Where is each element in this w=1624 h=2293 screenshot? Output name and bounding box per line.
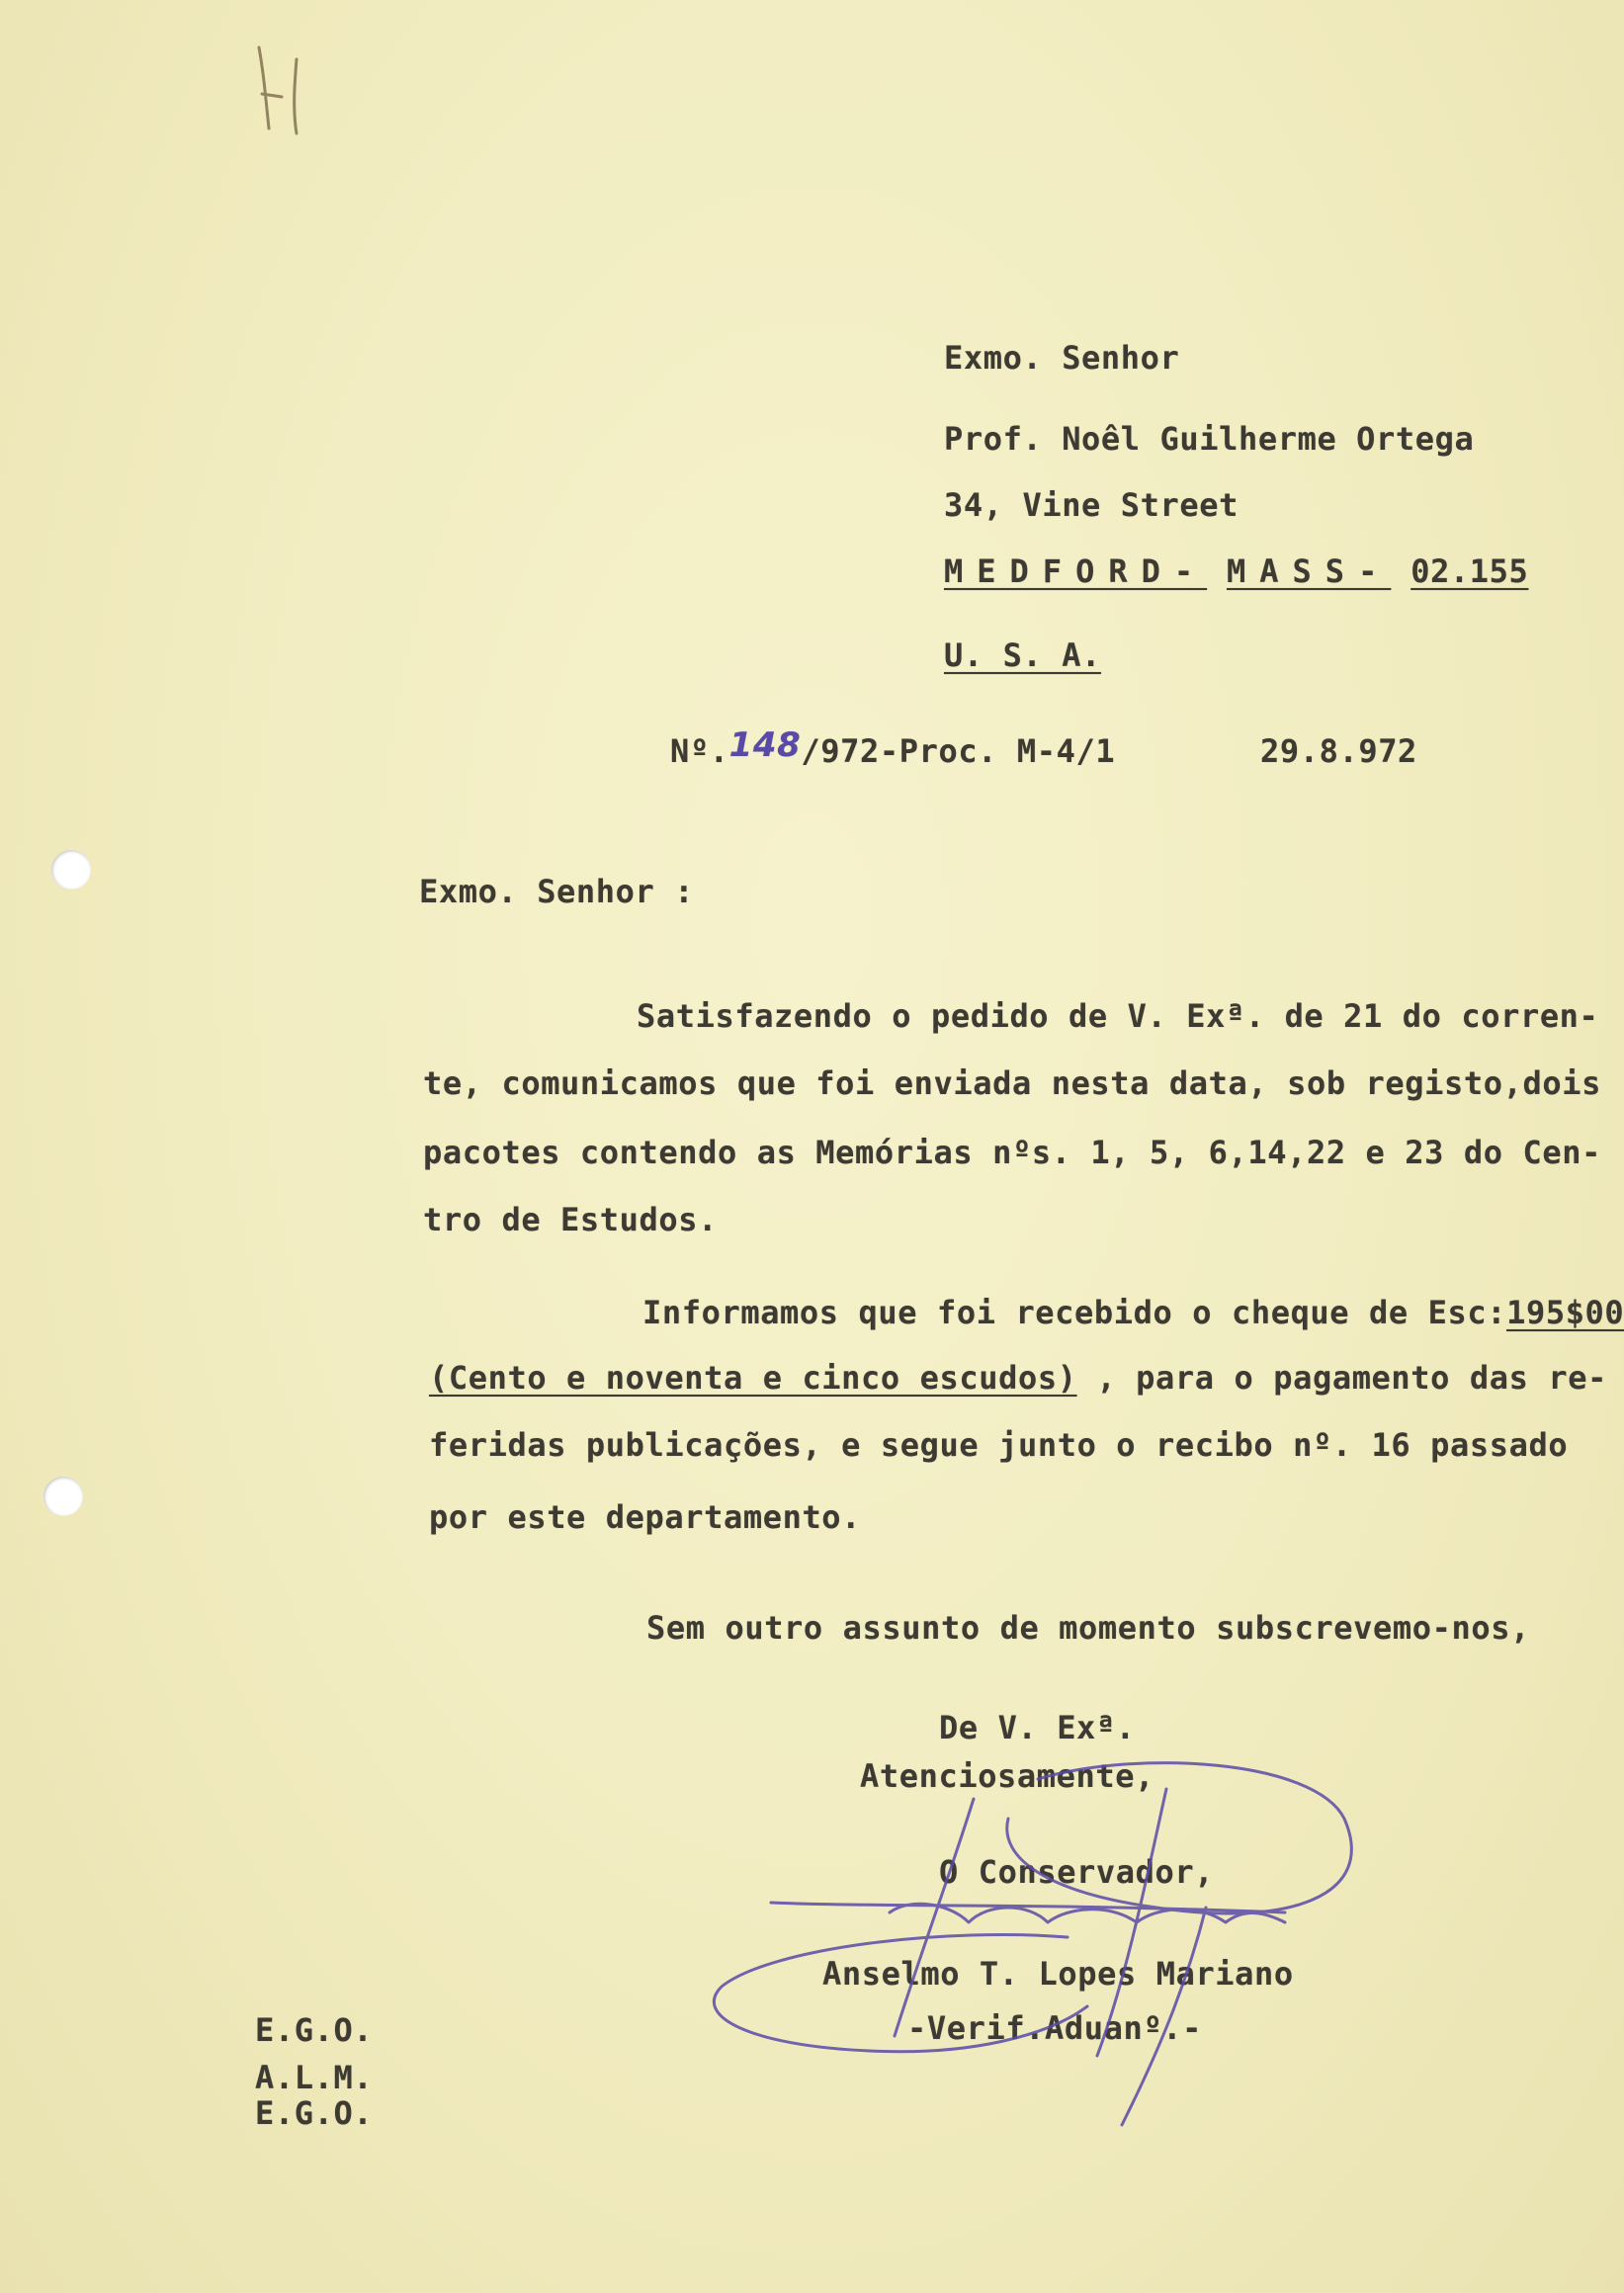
addressee-name: Prof. Noêl Guilherme Ortega — [944, 420, 1475, 458]
paragraph1-line3: pacotes contendo as Memórias nºs. 1, 5, 6,14,22 e 23 do Cen- — [423, 1134, 1601, 1171]
addressee-street: 34, Vine Street — [944, 486, 1239, 524]
initials-line3: E.G.O. — [255, 2094, 374, 2132]
greeting: Exmo. Senhor : — [419, 873, 695, 910]
paragraph2-line1-text: Informamos que foi recebido o cheque de Esc: — [642, 1294, 1507, 1331]
cheque-amount-words: (Cento e noventa e cinco escudos) — [429, 1359, 1077, 1397]
paragraph2-line4: por este departamento. — [429, 1498, 862, 1536]
cheque-amount: 195$00 — [1506, 1294, 1624, 1331]
paragraph2-line2 — [429, 1358, 1607, 1398]
initials-line1: E.G.O. — [255, 2011, 374, 2049]
addressee-city-line — [944, 552, 1528, 591]
addressee-state: MASS- — [1227, 552, 1392, 590]
signoff-line2: Atenciosamente, — [860, 1757, 1154, 1795]
signoff-title: -Verif.Aduanº.- — [907, 2009, 1202, 2047]
reference-date: 29.8.972 — [1260, 732, 1417, 770]
paragraph2-line3: feridas publicações, e segue junto o recibo nº. 16 passado — [429, 1426, 1569, 1464]
reference-suffix: /972-Proc. M-4/1 — [801, 732, 1116, 770]
addressee-salutation: Exmo. Senhor — [944, 339, 1180, 377]
closing-line: Sem outro assunto de momento subscrevemo-nos, — [646, 1609, 1530, 1647]
initials-line2: A.L.M. — [255, 2059, 374, 2096]
punch-hole-bottom — [43, 1477, 83, 1516]
signoff-line1: De V. Exª. — [939, 1709, 1136, 1746]
reference-line — [670, 725, 1116, 771]
paragraph1-line2: te, comunicamos que foi enviada nesta data, sob registo,dois — [423, 1064, 1601, 1102]
addressee-country: U. S. A. — [944, 637, 1101, 674]
paragraph2-line2-text: , para o pagamento das re- — [1076, 1359, 1607, 1397]
paragraph1-line1: Satisfazendo o pedido de V. Exª. de 21 do corren- — [637, 997, 1599, 1035]
reference-handwritten-number: 148 — [728, 725, 802, 765]
signoff-role: O Conservador, — [939, 1853, 1215, 1891]
signoff-name: Anselmo T. Lopes Mariano — [822, 1955, 1294, 1993]
reference-prefix: Nº. — [670, 732, 729, 770]
addressee-city: MEDFORD- — [944, 552, 1208, 590]
paragraph1-line4: tro de Estudos. — [423, 1201, 718, 1238]
punch-hole-top — [51, 850, 91, 890]
paragraph2-line1 — [642, 1293, 1624, 1332]
addressee-postal: 02.155 — [1410, 552, 1529, 590]
